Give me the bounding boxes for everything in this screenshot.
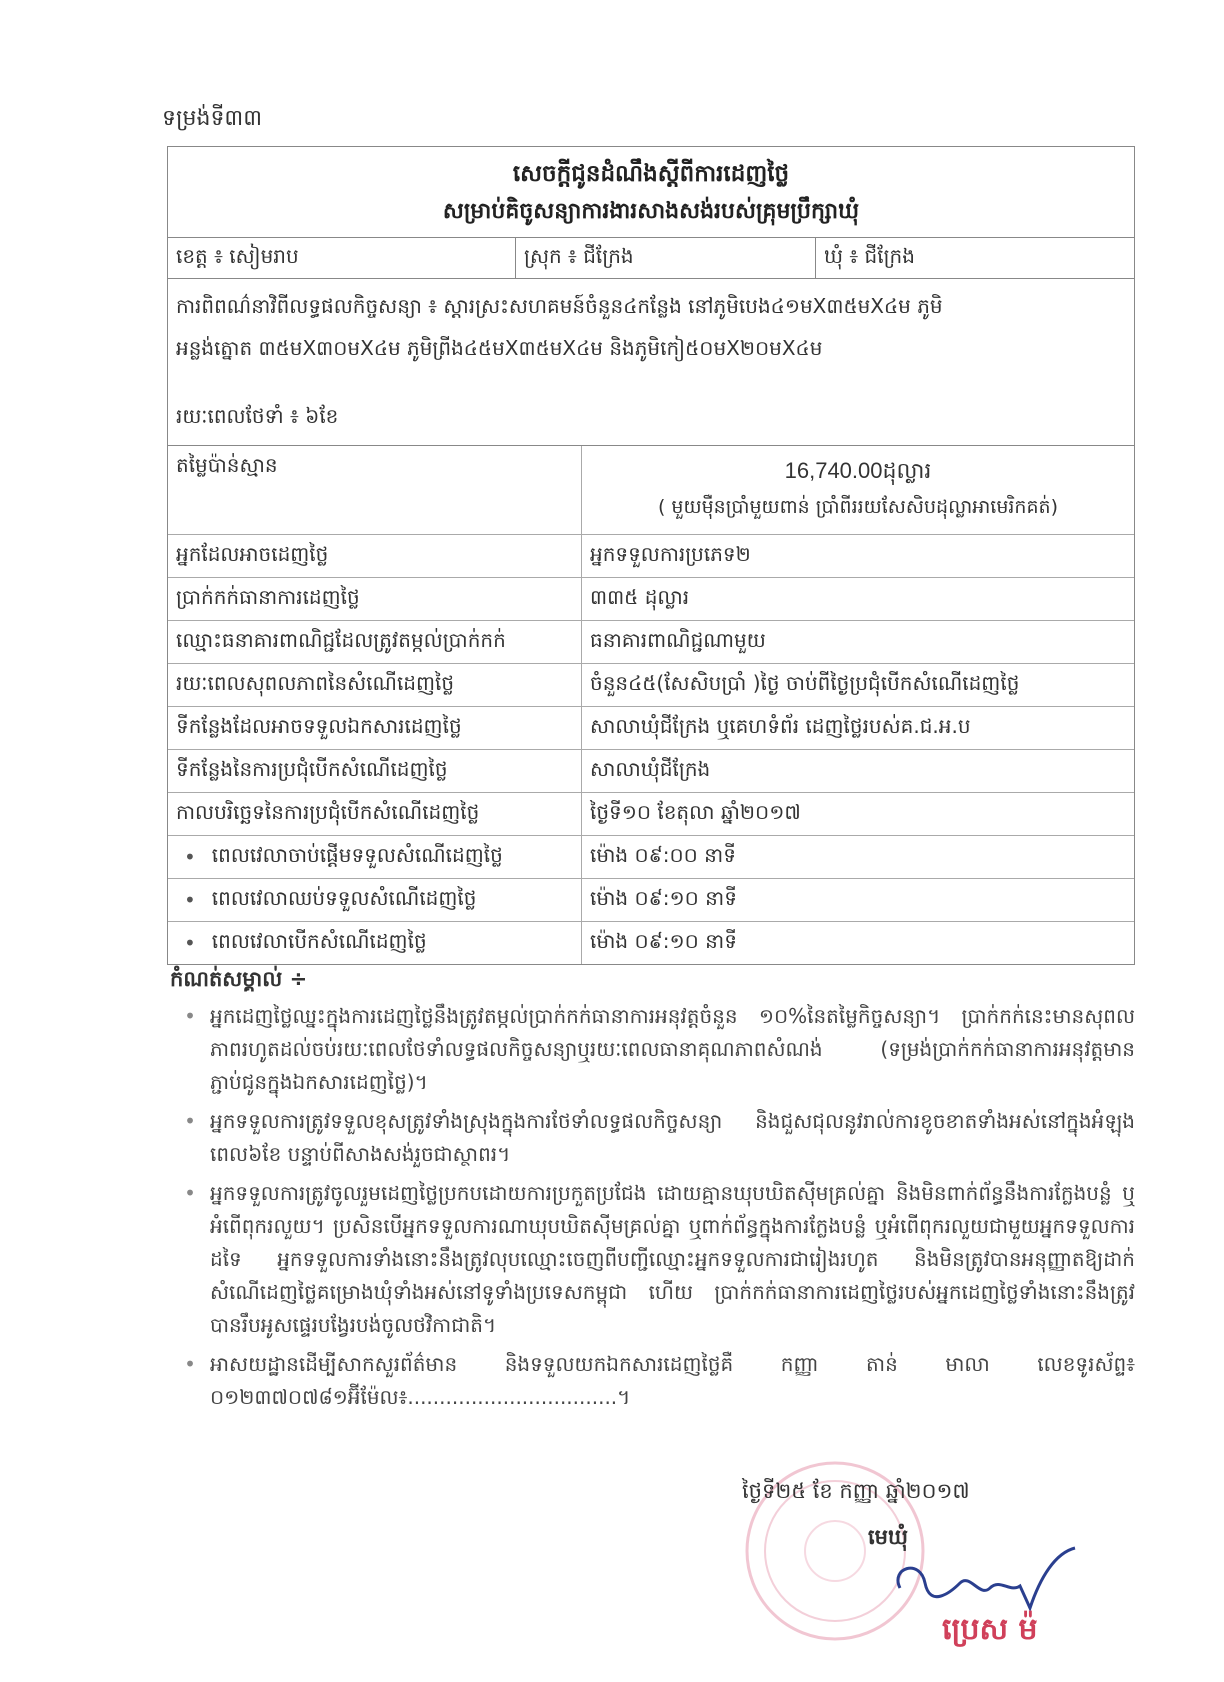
row-value: សាលាឃុំជីក្រែង ឬគេហទំព័រ ដេញថ្លៃរបស់គ.ជ.អ.ប	[590, 714, 971, 738]
row-label: ទីកន្លែងនៃការប្រជុំបើកសំណើដេញថ្លៃ	[168, 750, 582, 792]
time-value: ម៉ោង ០៩:១០ នាទី	[590, 886, 737, 910]
row-label: ប្រាក់កក់ធានាការដេញថ្លៃ	[168, 578, 582, 620]
notes-title: កំណត់សម្គាល់ ÷	[170, 967, 308, 991]
announcement-table	[167, 146, 1135, 965]
list-item	[170, 1105, 1135, 1171]
price-in-words: ( មួយម៉ឺនប្រាំមួយពាន់ ប្រាំពីររយសែសិបដុល្លាអាមេរិកគត់)	[657, 496, 1059, 518]
table-row	[168, 535, 1134, 578]
table-row	[168, 793, 1134, 836]
document-title: សេចក្តីជូនដំណឹងស្តីពីការដេញថ្លៃ	[512, 161, 790, 187]
price-amount: 16,740.00ដុល្លារ	[784, 458, 932, 483]
row-label: អ្នកដែលអាចដេញថ្លៃ	[168, 535, 582, 577]
row-value: ចំនួន៤៥(សែសិបប្រាំ )ថ្ងៃ ចាប់ពីថ្ងៃប្រជុំបើកសំណើដេញថ្លៃ	[590, 671, 1020, 695]
document-subtitle: សម្រាប់គិចូសន្យាការងារសាងសង់របស់គ្រុមប្រឹក្សាឃុំ	[442, 199, 860, 224]
maintenance-duration: រយៈពេលថែទាំ ៖ ៦ខែ	[176, 404, 339, 428]
estimated-price-row	[168, 446, 1134, 535]
table-row	[168, 664, 1134, 707]
row-value: អ្នកទទួលការប្រភេទ២	[590, 542, 751, 566]
description-line-1: ការពិពណ៌នាវិពីលទ្ធផលកិច្ចសន្យា ៖ ស្តារស្រះសហគមន៍ចំនួន៤កន្លែង នៅភូមិបេង៤១មX៣៥មX៤ម ភូមិ	[176, 294, 943, 318]
district-cell: ស្រុក ៖ ជីក្រែង	[516, 238, 816, 278]
table-row	[168, 621, 1134, 664]
province-cell: ខេត្ត ៖ សៀមរាប	[168, 238, 516, 278]
note-text: អាសយដ្ឋានដើម្បីសាកសួរព័ត៌មាន និងទទួលយកឯកសារដេញថ្លៃគឺ កញ្ញា តាន់ មាលា លេខទូរស័ព្ទ៖ ០១២៣៧០៧៨១អ៊ីម៉ែល៖.................................។	[210, 1352, 1135, 1409]
time-value: ម៉ោង ០៩:១០ នាទី	[590, 929, 737, 953]
time-value: ម៉ោង ០៩:០០ នាទី	[590, 843, 736, 867]
signatory-title: មេឃុំ	[868, 1525, 908, 1549]
row-value: ធនាគារពាណិជ្ជណាមួយ	[590, 628, 766, 652]
row-value: ៣៣៥ ដុល្លារ	[590, 585, 690, 609]
row-label: ទីកន្លែងដែលអាចទទួលឯកសារដេញថ្លៃ	[168, 707, 582, 749]
time-label: • ពេលវេលាឈប់ទទួលសំណើដេញថ្លៃ	[168, 879, 582, 921]
table-row	[168, 750, 1134, 793]
bullet-icon: •	[184, 1181, 196, 1205]
bullet-icon: •	[184, 1352, 196, 1376]
table-row	[168, 707, 1134, 750]
signature-date: ថ្ងៃទី២៥ ខែ កញ្ញា ឆ្នាំ២០១៧	[742, 1479, 970, 1503]
note-text: អ្នកដេញថ្លៃឈ្នះក្នុងការដេញថ្លៃនឹងត្រូវតម្កល់ប្រាក់កក់ធានាការអនុវត្តចំនួន ១០%នៃតម្លៃកិច្ចសន្យា។ ប្រាក់កក់នេះមានសុពលភាពរហូតដល់ចប់រយៈពេលថែទាំលទ្ធផលកិច្ចសន្យាឬរយៈពេលធានាគុណភាពសំណង់ (ទម្រង់ប្រាក់កក់ធានាការអនុវត្តមានភ្ជាប់ជូនក្នុងឯកសារដេញថ្លៃ)។	[210, 1004, 1135, 1094]
row-value: សាលាឃុំជីក្រែង	[590, 757, 711, 781]
description-line-2: អន្លង់ត្នោត ៣៥មX៣០មX៤ម ភូមិព្រីង៤៥មX៣៥មX៤ម និងភូមិកៀ៥០មX២០មX៤ម	[176, 336, 823, 360]
bullet-icon: •	[184, 1004, 196, 1028]
time-row	[168, 836, 1134, 879]
table-row	[168, 578, 1134, 621]
list-item	[170, 1348, 1135, 1414]
time-row	[168, 879, 1134, 922]
row-label: កាលបរិច្ឆេទនៃការប្រជុំបើកសំណើដេញថ្លៃ	[168, 793, 582, 835]
signatory-name: ប្រេស ម៉	[942, 1612, 1038, 1647]
notes-list	[170, 1000, 1135, 1420]
row-value: ថ្ងៃទី១០ ខែតុលា ឆ្នាំ២០១៧	[590, 800, 801, 824]
time-label: • ពេលវេលាចាប់ផ្តើមទទួលសំណើដេញថ្លៃ	[168, 836, 582, 878]
form-number: ទម្រង់ទី៣៣	[162, 106, 263, 131]
contract-description	[168, 279, 1134, 446]
row-label: រយៈពេលសុពលភាពនៃសំណើដេញថ្លៃ	[168, 664, 582, 706]
row-label: ឈ្មោះធនាគារពាណិជ្ជដែលត្រូវតម្កល់ប្រាក់កក់	[168, 621, 582, 663]
time-row	[168, 922, 1134, 964]
location-row	[168, 238, 1134, 279]
commune-cell: ឃុំ ៖ ជីក្រែង	[824, 244, 915, 268]
note-text: អ្នកទទួលការត្រូវចូលរួមដេញថ្លៃប្រកបដោយការប្រកួតប្រជែង ដោយគ្មានឃុបឃិតស៊ីមគ្រល់គ្នា និងមិនពាក់ព័ន្ធនឹងការក្លែងបន្លំ ឬអំពើពុករលួយ។ ប្រសិនបើអ្នកទទួលការណាឃុបឃិតស៊ីមគ្រល់គ្នា ឬពាក់ព័ន្ធក្នុងការក្លែងបន្លំ ឬអំពើពុករលួយជាមួយអ្នកទទួលការដទៃ អ្នកទទួលការទាំងនោះនឹងត្រូវលុបឈ្មោះចេញពីបញ្ជីឈ្មោះអ្នកទទួលការជារៀងរហូត និងមិនត្រូវបានអនុញ្ញាតឱ្យដាក់សំណើដេញថ្លៃគម្រោងឃុំទាំងអស់នៅទូទាំងប្រទេសកម្ពុជា ហើយ ប្រាក់កក់ធានាការដេញថ្លៃរបស់អ្នកដេញថ្លៃទាំងនោះនឹងត្រូវបានរឹបអូសផ្ទេរបង្វែរបង់ចូលថវិកាជាតិ។	[210, 1181, 1135, 1337]
title-block	[168, 147, 1134, 238]
note-text: អ្នកទទួលការត្រូវទទួលខុសត្រូវទាំងស្រុងក្នុងការថែទាំលទ្ធផលកិច្ចសន្យា និងជួសជុលនូវរាល់ការខូចខាតទាំងអស់នៅក្នុងអំឡុងពេល៦ខែ បន្ទាប់ពីសាងសង់រួចជាស្ថាពរ។	[210, 1109, 1135, 1166]
time-label: • ពេលវេលាបើកសំណើដេញថ្លៃ	[168, 922, 582, 964]
price-value-cell	[582, 446, 1134, 534]
price-label: តម្លៃប៉ាន់ស្មាន	[168, 446, 582, 534]
list-item	[170, 1177, 1135, 1342]
bullet-icon: •	[184, 1109, 196, 1133]
list-item	[170, 1000, 1135, 1099]
